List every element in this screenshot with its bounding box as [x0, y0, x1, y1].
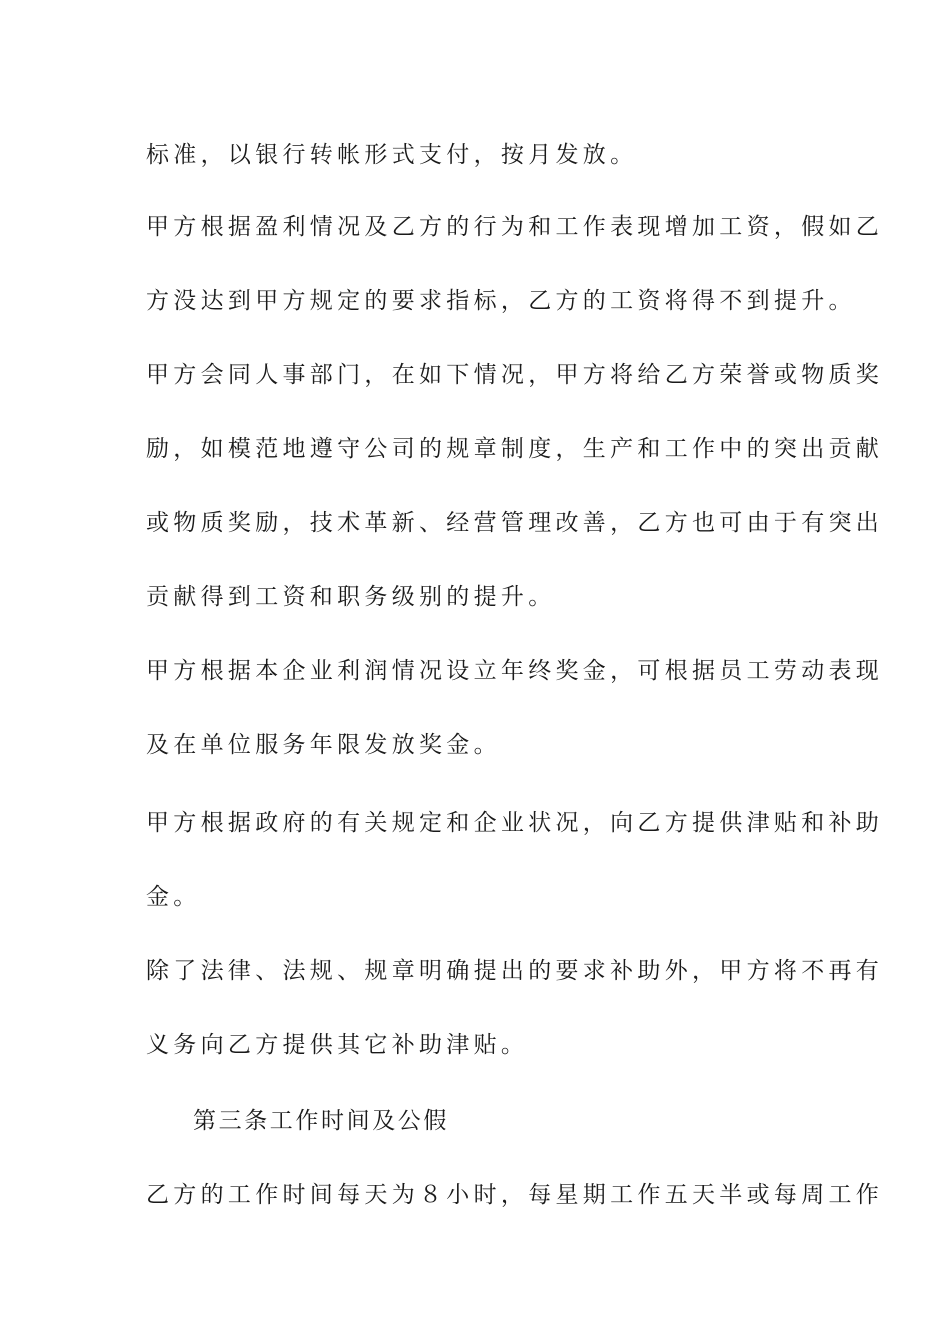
- text-line: 乙方的工作时间每天为８小时，每星期工作五天半或每周工作: [146, 1182, 884, 1208]
- text-line: 或物质奖励，技术革新、经营管理改善，乙方也可由于有突出: [146, 510, 884, 536]
- text-line: 甲方根据政府的有关规定和企业状况，向乙方提供津贴和补助: [146, 810, 884, 836]
- text-line: 甲方根据本企业利润情况设立年终奖金，可根据员工劳动表现: [146, 658, 884, 684]
- section-heading: 第三条工作时间及公假: [193, 1108, 449, 1134]
- text-line: 方没达到甲方规定的要求指标，乙方的工资将得不到提升。: [146, 288, 856, 314]
- text-line: 及在单位服务年限发放奖金。: [146, 732, 501, 758]
- text-line: 励，如模范地遵守公司的规章制度，生产和工作中的突出贡献: [146, 436, 884, 462]
- text-line: 除了法律、法规、规章明确提出的要求补助外，甲方将不再有: [146, 958, 884, 984]
- text-line: 标准，以银行转帐形式支付，按月发放。: [146, 142, 638, 168]
- text-line: 义务向乙方提供其它补助津贴。: [146, 1032, 529, 1058]
- text-line: 贡献得到工资和职务级别的提升。: [146, 584, 556, 610]
- text-line: 甲方会同人事部门，在如下情况，甲方将给乙方荣誉或物质奖: [146, 362, 884, 388]
- text-line: 甲方根据盈利情况及乙方的行为和工作表现增加工资，假如乙: [146, 214, 884, 240]
- text-line: 金。: [146, 884, 201, 910]
